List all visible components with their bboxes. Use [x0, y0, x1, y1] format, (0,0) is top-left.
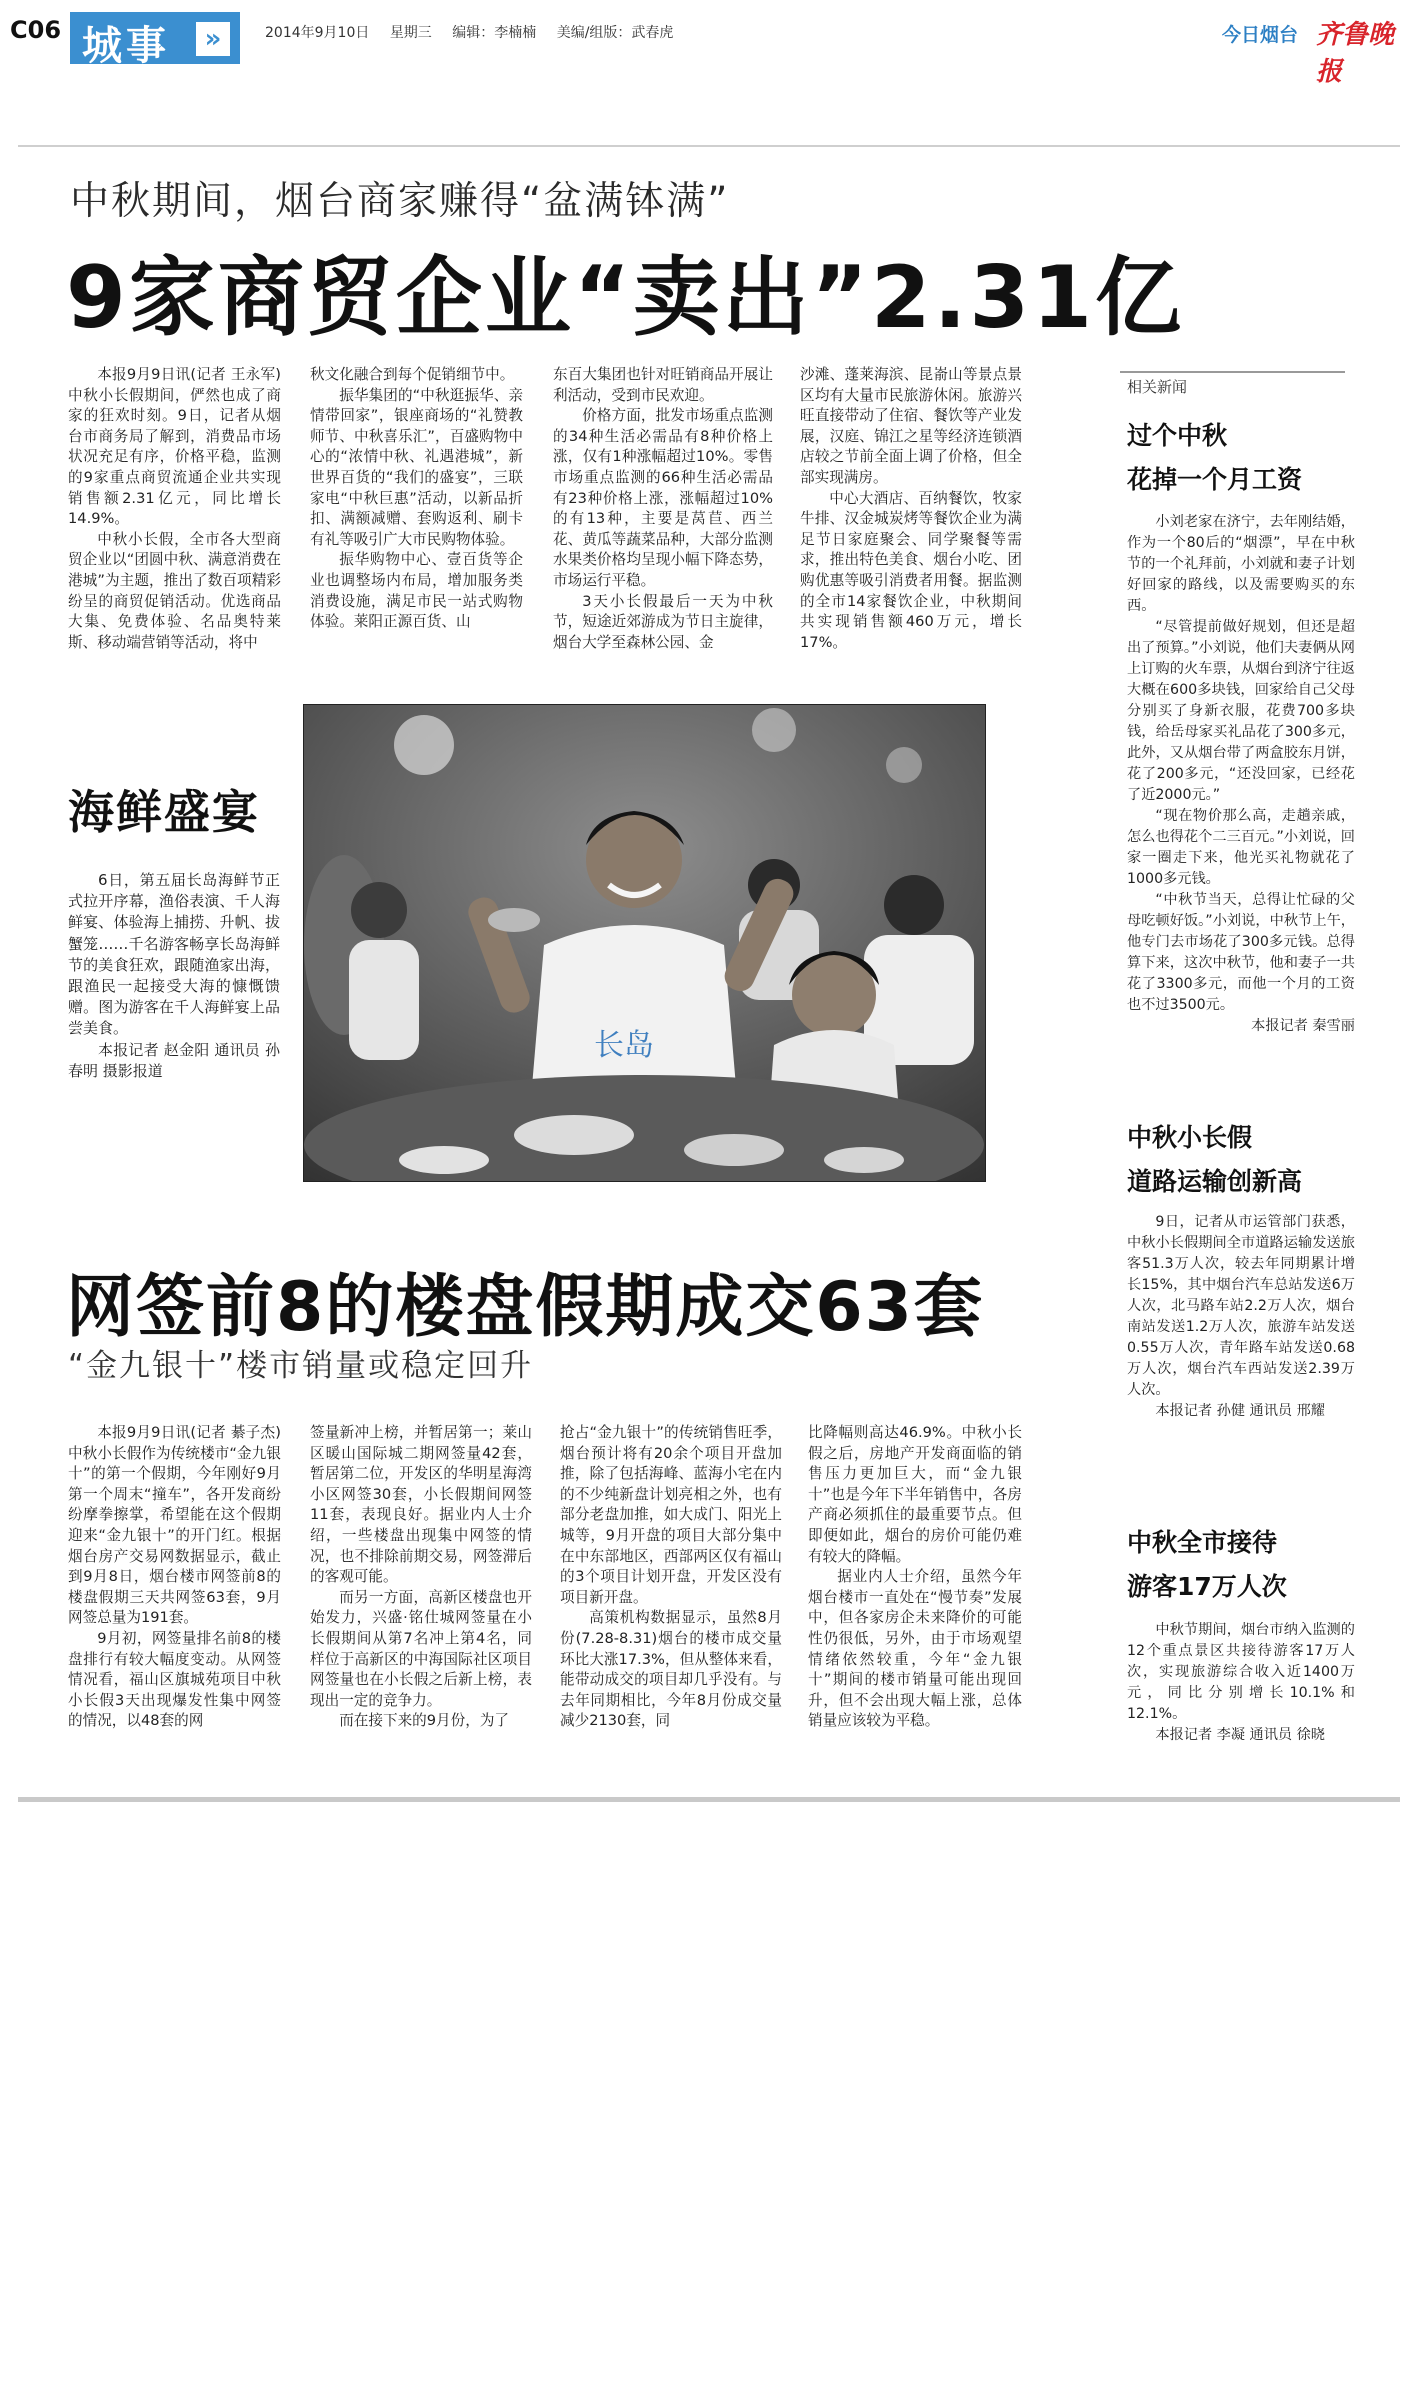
seafood-feast-photo — [303, 704, 986, 1182]
paragraph: 中心大酒店、百纳餐饮，牧家牛排、汉金城炭烤等餐饮企业为满足节日家庭聚会、同学聚餐等需求，推出特色美食、烟台小吃、团购优惠等吸引消费者用餐。据监测的全市14家餐饮企业，中秋期间共实现销售额460万元，增长17%。 — [800, 489, 1022, 651]
paragraph: 本报9月9日讯(记者 綦子杰) 中秋小长假作为传统楼市“金九银十”的第一个假期，今年刚好9月第一个周末“撞车”，各开发商纷纷摩拳擦掌，希望能在这个假期迎来“金九银十”的开门红。根据烟台房产交易网数据显示，截止到9月8日，烟台楼市网签前8的楼盘假期三天共网签63套，9月网签总量为191套。 — [68, 1424, 281, 1627]
sidebar-item3-byline: 本报记者 李凝 通讯员 徐晓 — [1155, 1727, 1325, 1743]
paragraph: 比降幅则高达46.9%。中秋小长假之后，房地产开发商面临的销售压力更加巨大，而“金九银十”也是今年下半年销售中，各房产商必须抓住的最重要节点。但即便如此，烟台的房价可能仍难有较大的降幅。 — [808, 1424, 1022, 1565]
header-meta — [265, 22, 689, 42]
story1-kicker: 中秋期间，烟台商家赚得“盆满钵满” — [70, 179, 730, 224]
sidebar-divider — [1120, 371, 1345, 373]
column-name: 今日烟台 — [1222, 24, 1299, 46]
top-divider — [18, 145, 1400, 147]
editor-credit: 编辑：李楠楠 — [452, 25, 537, 41]
section-arrow-icon: » — [196, 22, 230, 56]
paragraph: 沙滩、蓬莱海滨、昆嵛山等景点景区均有大量市民旅游休闲。旅游兴旺直接带动了住宿、餐饮等产业发展，汉庭、锦江之星等经济连锁酒店较之节前全面上调了价格，但全部实现满房。 — [800, 366, 1022, 486]
paragraph: 而在接下来的9月份，为了 — [339, 1712, 510, 1730]
paragraph: 本报9月9日讯(记者 王永军) 中秋小长假期间，俨然也成了商家的狂欢时刻。9日，记者从烟台市商务局了解到，消费品市场状况充足有序，价格平稳，监测的9家重点商贸流通企业共实现销售额2.31亿元，同比增长14.9%。 — [68, 366, 281, 528]
story2-column-1 — [68, 1423, 281, 1732]
story1-column-3 — [553, 365, 773, 653]
story2-column-2 — [310, 1423, 532, 1732]
page-number: C06 — [10, 16, 62, 44]
paragraph: 价格方面，批发市场重点监测的34种生活必需品有8种价格上涨，仅有1种涨幅超过10%。零售市场重点监测的66种生活必需品有23种价格上涨，涨幅超过10%的有13种，主要是莴苣、西兰花、黄瓜等蔬菜品种，大部分监测水果类价格均呈现小幅下降态势，市场运行平稳。 — [553, 407, 773, 589]
story1-headline: 9家商贸企业“卖出”2.31亿 — [66, 248, 1185, 348]
paragraph: 振华集团的“中秋逛振华、亲情带回家”，银座商场的“礼赞教师节、中秋喜乐汇”，百盛购物中心的“浓情中秋、礼遇港城”，新世界百货的“我们的盛宴”，三联家电“中秋巨惠”活动，以新品折扣、满额减赠、套购返利、刷卡有礼等吸引广大市民购物体验。 — [310, 386, 523, 548]
shirt-print: 长岛 — [594, 1028, 654, 1063]
sidebar-label: 相关新闻 — [1127, 378, 1188, 396]
feast-title: 海鲜盛宴 — [68, 785, 260, 839]
feast-caption — [68, 870, 280, 1082]
story2-column-3 — [560, 1423, 782, 1732]
paragraph: 抢占“金九银十”的传统销售旺季，烟台预计将有20余个项目开盘加推，除了包括海峰、蓝海小宅在内的不少纯新盘计划亮相之外，也有部分老盘加推，如大成门、阳光上城等，9月开盘的项目大部分集中在中东部地区，西部两区仅有福山的3个项目计划开盘，开发区没有项目新开盘。 — [560, 1424, 782, 1606]
story1-column-4 — [800, 365, 1022, 653]
sidebar-item1-byline: 本报记者 秦雪丽 — [1251, 1018, 1355, 1034]
photo-illustration — [304, 705, 985, 1181]
paragraph: 而另一方面，高新区楼盘也开始发力，兴盛·铭仕城网签量在小长假期间从第7名冲上第4名，同样位于高新区的中海国际社区项目网签量也在小长假之后新上榜，表现出一定的竞争力。 — [310, 1588, 532, 1709]
designer-credit: 美编/组版：武春虎 — [556, 25, 674, 41]
paragraph: 6日，第五届长岛海鲜节正式拉开序幕，渔俗表演、千人海鲜宴、体验海上捕捞、升帆、拔蟹笼……千名游客畅享长岛海鲜节的美食狂欢，跟随渔家出海，跟渔民一起接受大海的慷慨馈赠。图为游客在千人海鲜宴上品尝美食。 — [68, 871, 280, 1038]
sidebar-item3-body — [1127, 1620, 1355, 1746]
paragraph: “现在物价那么高，走趟亲戚，怎么也得花个二三百元。”小刘说，回家一圈走下来，他光买礼物就花了1000多元钱。 — [1127, 808, 1355, 887]
story1-column-1 — [68, 365, 281, 653]
sidebar-item1-body — [1127, 512, 1355, 1037]
paragraph: 小刘老家在济宁，去年刚结婚，作为一个80后的“烟漂”，早在中秋节的一个礼拜前，小刘就和妻子计划好回家的路线，以及需要购买的东西。 — [1127, 514, 1355, 614]
paragraph: 9月初，网签量排名前8的楼盘排行有较大幅度变动。从网签情况看，福山区旗城苑项目中秋小长假3天出现爆发性集中网签的情况，以48套的网 — [68, 1629, 281, 1730]
paragraph: 据业内人士介绍，虽然今年烟台楼市一直处在“慢节奏”发展中，但各家房企未来降价的可能性仍很低，另外，由于市场观望情绪依然较重，今年“金九银十”期间的楼市销量可能出现回升，但不会出现大幅上涨，总体销量应该较为平稳。 — [808, 1568, 1022, 1730]
paragraph: 中秋小长假，全市各大型商贸企业以“团圆中秋、满意消费在港城”为主题，推出了数百项精彩纷呈的商贸促销活动。优选商品大集、免费体验、名品奥特莱斯、移动端营销等活动，将中 — [68, 530, 281, 651]
story2-headline: 网签前8的楼盘假期成交63套 — [66, 1268, 984, 1347]
paragraph: 振华购物中心、壹百货等企业也调整场内布局，增加服务类消费设施，满足市民一站式购物体验。莱阳正源百货、山 — [310, 551, 523, 631]
sidebar-item2-body — [1127, 1212, 1355, 1422]
sidebar-item2-title: 中秋小长假 道路运输创新高 — [1127, 1123, 1303, 1196]
sidebar-item1-title: 过个中秋 花掉一个月工资 — [1127, 421, 1303, 494]
story1-column-2 — [310, 365, 523, 633]
paragraph: 秋文化融合到每个促销细节中。 — [310, 366, 515, 383]
story2-kicker: “金九银十”楼市销量或稳定回升 — [68, 1348, 534, 1384]
sidebar-item3-title: 中秋全市接待 游客17万人次 — [1127, 1528, 1287, 1601]
section-title: 城事 — [82, 23, 170, 69]
paragraph: 签量新冲上榜，并暂居第一；莱山区暖山国际城二期网签量42套，暂居第二位，开发区的华明星海湾小区网签30套，小长假期间网签11套，表现良好。据业内人士介绍，一些楼盘出现集中网签的情况，也不排除前期交易，网签滞后的客观可能。 — [310, 1424, 532, 1586]
feast-byline: 本报记者 赵金阳 通讯员 孙春明 摄影报道 — [68, 1040, 280, 1080]
issue-weekday: 星期三 — [389, 25, 432, 41]
paragraph: “中秋节当天，总得让忙碌的父母吃顿好饭。”小刘说，中秋节上午，他专门去市场花了300多元钱。总得算下来，这次中秋节，他和妻子一共花了3300多元，而他一个月的工资也不过3500元。 — [1127, 892, 1355, 1013]
issue-date: 2014年9月10日 — [265, 25, 370, 41]
paragraph: “尽管提前做好规划，但还是超出了预算。”小刘说，他们夫妻俩从网上订购的火车票，从烟台到济宁往返大概在600多块钱，回家给自己父母分别买了身新衣服，花费700多块钱，给岳母家买礼品花了300多元，此外，又从烟台带了两盒胶东月饼，花了200多元，“还没回家，已经花了近2000元。” — [1127, 619, 1355, 803]
paragraph: 东百大集团也针对旺销商品开展让利活动，受到市民欢迎。 — [553, 366, 773, 404]
paper-logo: 齐鲁晚报 — [1316, 20, 1395, 87]
sidebar-item2-byline: 本报记者 孙健 通讯员 邢耀 — [1155, 1403, 1325, 1419]
paragraph: 高策机构数据显示，虽然8月份(7.28-8.31)烟台的楼市成交量环比大涨17.3%，但从整体来看，能带动成交的项目却几乎没有。与去年同期相比，今年8月份成交量减少2130套，同 — [560, 1609, 782, 1730]
story2-column-4 — [808, 1423, 1022, 1732]
paragraph: 9日，记者从市运管部门获悉，中秋小长假期间全市道路运输发送旅客51.3万人次，较去年同期累计增长15%，其中烟台汽车总站发送6万人次，北马路车站2.2万人次，烟台南站发送1.2万人次，旅游车站发送0.55万人次，青年路车站发送0.68万人次，烟台汽车西站发送2.39万人次。 — [1127, 1214, 1355, 1398]
bottom-divider — [18, 1797, 1400, 1802]
paragraph: 3天小长假最后一天为中秋节，短途近郊游成为节日主旋律，烟台大学至森林公园、金 — [553, 592, 773, 651]
paragraph: 中秋节期间，烟台市纳入监测的12个重点景区共接待游客17万人次，实现旅游综合收入近1400万元，同比分别增长10.1%和12.1%。 — [1127, 1622, 1355, 1722]
